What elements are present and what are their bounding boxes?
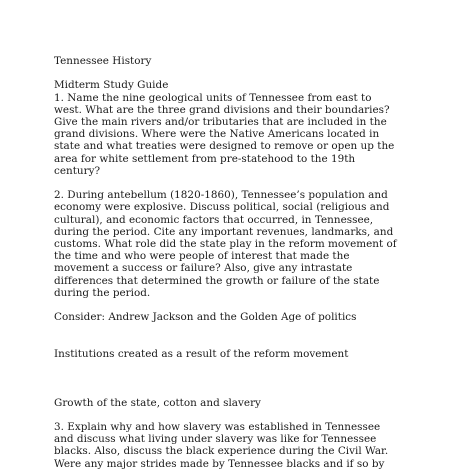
question-2-line: customs. What role did the state play in the reform movement of bbox=[54, 238, 397, 251]
question-2-line: cultural), and economic factors that occurred, in Tennessee, bbox=[54, 213, 374, 226]
document-subtitle: Midterm Study Guide bbox=[54, 79, 169, 92]
question-2-line: economy were explosive. Discuss political, social (religious and bbox=[54, 201, 390, 214]
question-1-line: Give the main rivers and/or tributaries that are included in the bbox=[54, 116, 387, 128]
question-1-line: area for white settlement from pre-statehood to the 19th bbox=[54, 152, 356, 165]
question-1-line: century? bbox=[54, 164, 101, 177]
question-2-line: differences that determined the growth or failure of the state bbox=[54, 274, 380, 287]
consider-note: Consider: Andrew Jackson and the Golden Age of politics bbox=[54, 311, 357, 324]
question-1-line: west. What are the three grand divisions and their boundaries? bbox=[54, 103, 390, 116]
spacer bbox=[54, 323, 414, 347]
institutions-note: Institutions created as a result of the reform movement bbox=[54, 347, 349, 360]
question-3-line: Were any major strides made by Tennessee blacks and if so by bbox=[54, 457, 385, 470]
spacer bbox=[54, 409, 414, 421]
spacer bbox=[54, 360, 414, 397]
document-title: Tennessee History bbox=[54, 55, 152, 67]
question-1-line: 1. Name the nine geological units of Tennessee from east to bbox=[54, 91, 372, 104]
question-2-line: during the period. bbox=[54, 286, 151, 299]
growth-note: Growth of the state, cotton and slavery bbox=[54, 396, 261, 409]
question-3-line: and discuss what living under slavery was like for Tennessee bbox=[54, 433, 377, 446]
question-3-line: blacks. Also, discuss the black experience during the Civil War. bbox=[54, 445, 389, 458]
question-1-line: grand divisions. Where were the Native Americans located in bbox=[54, 128, 380, 141]
question-2-line: movement a success or failure? Also, give any intrastate bbox=[54, 262, 353, 275]
question-3-line: 3. Explain why and how slavery was established in Tennessee bbox=[54, 421, 381, 433]
spacer bbox=[54, 177, 414, 189]
question-1-line: state and what treaties were designed to remove or open up the bbox=[54, 140, 395, 153]
study-guide-text bbox=[54, 55, 414, 470]
spacer bbox=[54, 67, 414, 79]
question-2-line: during the period. Cite any important revenues, landmarks, and bbox=[54, 225, 394, 238]
spacer bbox=[54, 299, 414, 311]
question-2-line: 2. During antebellum (1820-1860), Tennessee’s population and bbox=[54, 189, 388, 202]
question-2-line: the time and who were people of interest that made the bbox=[54, 250, 350, 263]
